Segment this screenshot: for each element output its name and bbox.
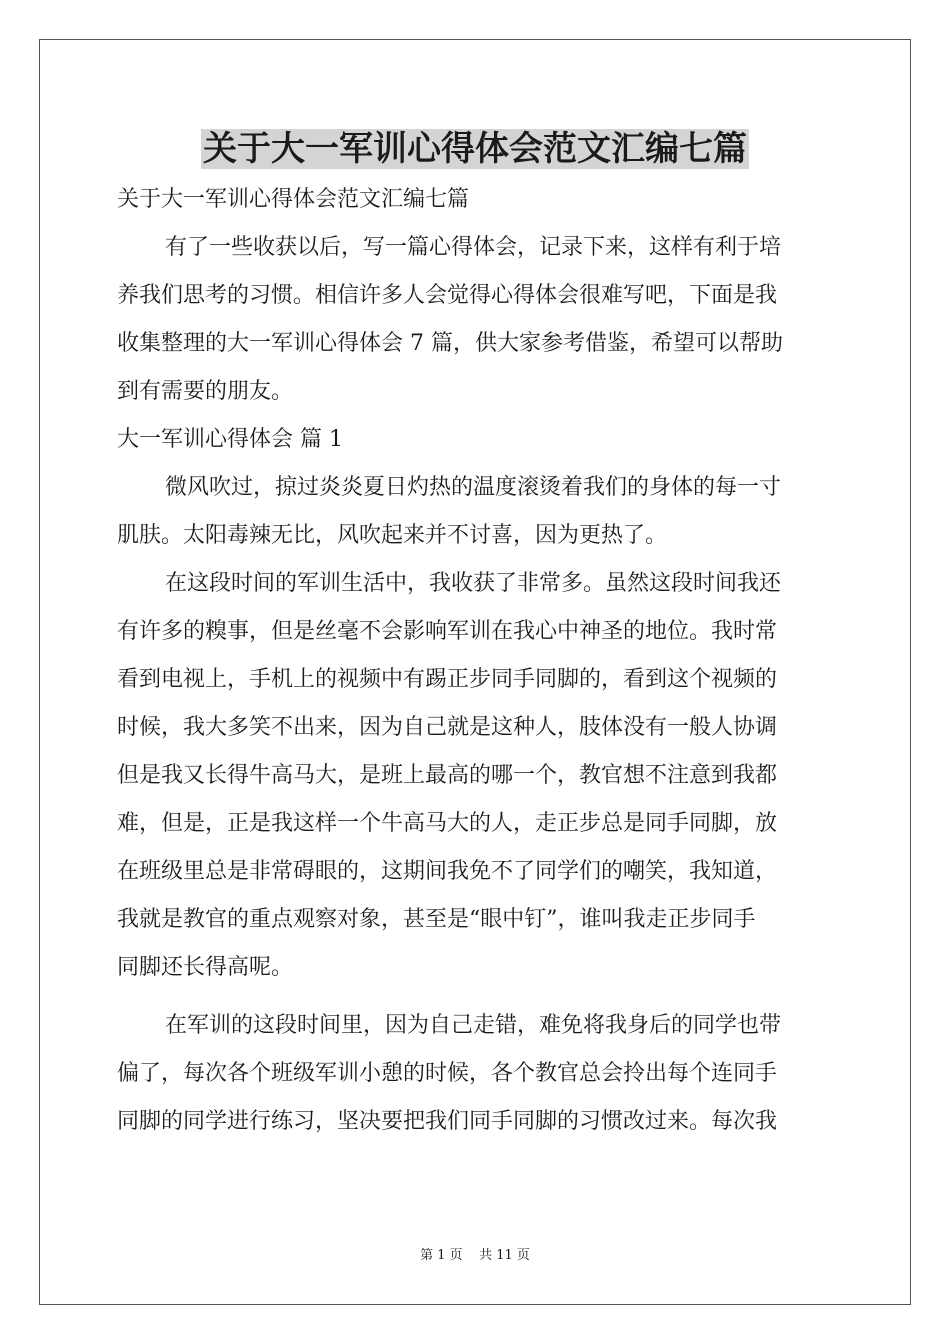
text-line: 微风吹过，掠过炎炎夏日灼热的温度滚烫着我们的身体的每一寸 — [165, 475, 782, 500]
document-title — [0, 120, 950, 178]
page-footer: 第 1 页 共 11 页 — [420, 1248, 530, 1263]
text-line: 到有需要的朋友。 — [117, 379, 294, 404]
text-line: 有许多的糗事，但是丝毫不会影响军训在我心中神圣的地位。我时常 — [117, 619, 778, 644]
text-line: 看到电视上，手机上的视频中有踢正步同手同脚的，看到这个视频的 — [117, 667, 778, 692]
text-line: 在这段时间的军训生活中，我收获了非常多。虽然这段时间我还 — [165, 571, 782, 596]
text-line: 在班级里总是非常碍眼的，这期间我免不了同学们的嘲笑，我知道， — [117, 859, 778, 884]
text-line: 偏了，每次各个班级军训小憩的时候，各个教官总会拎出每个连同手 — [117, 1061, 778, 1086]
text-line: 但是我又长得牛高马大，是班上最高的哪一个，教官想不注意到我都 — [117, 763, 778, 788]
paragraph-gap — [117, 992, 833, 1002]
text-line: 同脚还长得高呢。 — [117, 955, 294, 980]
text-line: 时候，我大多笑不出来，因为自己就是这种人，肢体没有一般人协调 — [117, 715, 778, 740]
document-body — [117, 176, 833, 1146]
document-title-text: 关于大一军训心得体会范文汇编七篇 — [203, 129, 747, 169]
text-line: 有了一些收获以后，写一篇心得体会，记录下来，这样有利于培 — [165, 235, 782, 260]
text-line: 同脚的同学进行练习，坚决要把我们同手同脚的习惯改过来。每次我 — [117, 1109, 778, 1134]
text-line: 收集整理的大一军训心得体会 7 篇，供大家参考借鉴，希望可以帮助 — [117, 331, 783, 356]
text-line: 大一军训心得体会 篇 1 — [117, 427, 343, 452]
text-line: 难，但是，正是我这样一个牛高马大的人，走正步总是同手同脚，放 — [117, 811, 778, 836]
text-line: 关于大一军训心得体会范文汇编七篇 — [117, 187, 470, 212]
text-line: 养我们思考的习惯。相信许多人会觉得心得体会很难写吧，下面是我 — [117, 283, 778, 308]
text-line: 肌肤。太阳毒辣无比，风吹起来并不讨喜，因为更热了。 — [117, 523, 668, 548]
text-line: 在军训的这段时间里，因为自己走错，难免将我身后的同学也带 — [165, 1013, 782, 1038]
text-line: 我就是教官的重点观察对象，甚至是“眼中钉”，谁叫我走正步同手 — [117, 907, 756, 932]
